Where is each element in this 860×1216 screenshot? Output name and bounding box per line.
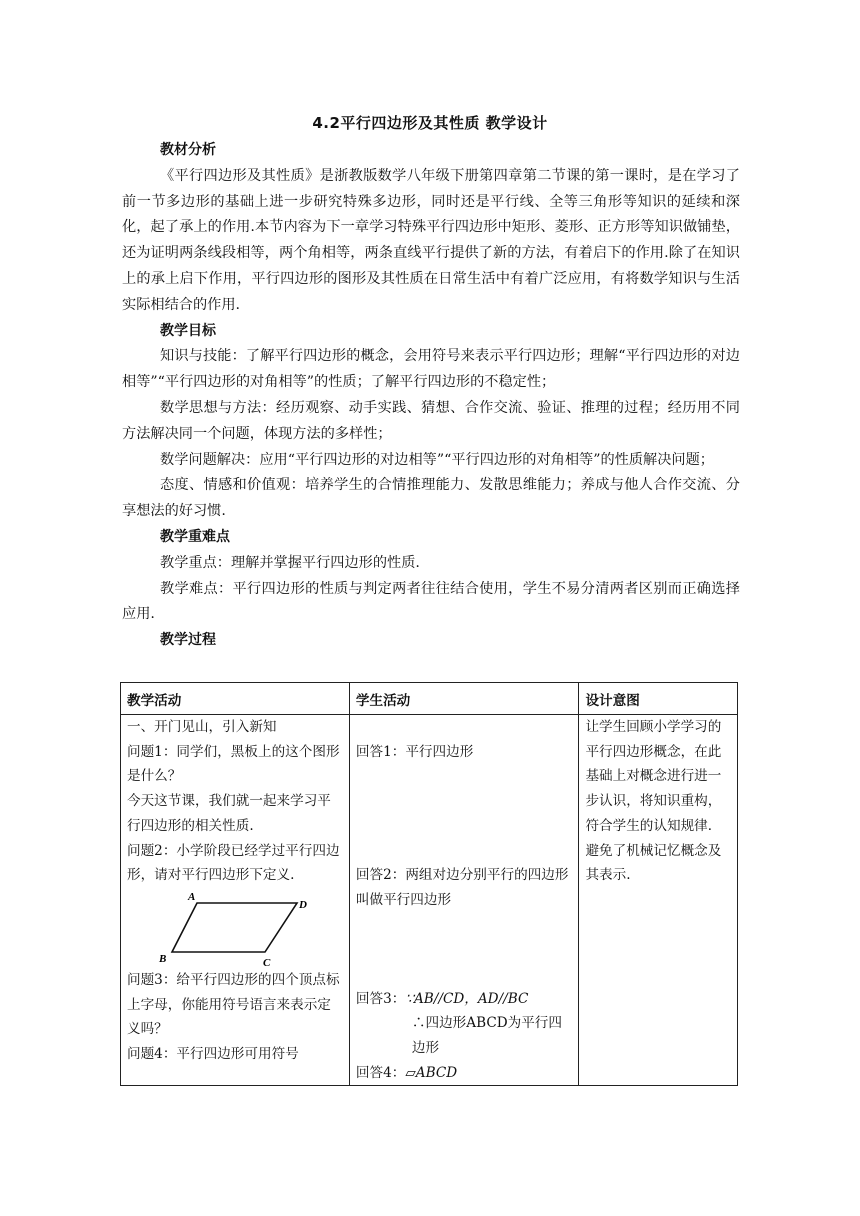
student-answer-3-prefix: 回答3： xyxy=(355,990,406,1007)
analysis-paragraph: 《平行四边形及其性质》是浙教版数学八年级下册第四章第二节课的第一课时，是在学习了前一节多边形的基础上进一步研究特殊多边形，同时还是平行线、全等三角形等知识的延续和深化，起了承上的作用.本节内容为下一章学习特殊平行四边形中矩形、菱形、正方形等知识做铺垫，还为证明两条线段相等，两个角相等，两条直线平行提供了新的方法，有着启下的作用.除了在知识上的承上启下作用，平行四边形的图形及其性质在日常生活中有着广泛应用，有将数学知识与生活实际相结合的作用. xyxy=(122,167,740,313)
student-answer-3 xyxy=(356,987,573,1012)
student-answer-1: 回答1：平行四边形 xyxy=(355,743,474,760)
student-answer-4-symbol: ▱ABCD xyxy=(405,1064,458,1081)
goal-problem-solving: 数学问题解决：应用“平行四边形的对边相等”“平行四边形的对角相等”的性质解决问题； xyxy=(160,451,714,468)
vertex-label-a: A xyxy=(188,890,196,903)
page-title: 4.2平行四边形及其性质 教学设计 xyxy=(312,114,548,132)
teacher-line-lesson: 今天这节课，我们就一起来学习平行四边形的相关性质. xyxy=(127,793,331,834)
section-heading-analysis: 教材分析 xyxy=(160,142,216,158)
student-answer-4 xyxy=(356,1061,573,1086)
section-heading-keypoints: 教学重难点 xyxy=(160,528,230,545)
parallelogram-figure xyxy=(159,890,317,969)
process-table xyxy=(120,682,738,1086)
student-answer-2: 回答2：两组对边分别平行的四边形叫做平行四边形 xyxy=(355,867,569,908)
goal-thinking: 数学思想与方法：经历观察、动手实践、猜想、合作交流、验证、推理的过程；经历用不同方法解决同一个问题，体现方法的多样性； xyxy=(122,399,740,442)
teacher-line-intro: 一、开门见山，引入新知 xyxy=(127,719,277,735)
vertex-label-b: B xyxy=(159,952,167,965)
student-answer-3-given: ∵AB//CD，AD//BC xyxy=(405,990,529,1007)
teacher-question-4: 问题4：平行四边形可用符号 xyxy=(127,1046,299,1063)
student-answer-4-prefix: 回答4： xyxy=(355,1064,406,1081)
teacher-activity-cell xyxy=(121,715,350,1086)
teacher-question-2: 问题2：小学阶段已经学过平行四边形，请对平行四边形下定义. xyxy=(127,842,340,884)
header-student-activity: 学生活动 xyxy=(349,683,579,715)
parallelogram-shape xyxy=(172,903,297,952)
difficulty-paragraph: 教学难点：平行四边形的性质与判定两者往往结合使用，学生不易分清两者区别而正确选择应用. xyxy=(122,580,740,623)
vertex-label-c: C xyxy=(263,956,271,969)
goal-attitude: 态度、情感和价值观：培养学生的合情推理能力、发散思维能力；养成与他人合作交流、分享想法的好习惯. xyxy=(122,477,740,520)
section-heading-process: 教学过程 xyxy=(160,632,216,649)
table-row xyxy=(121,715,738,1086)
teacher-question-1: 问题1：同学们，黑板上的这个图形是什么？ xyxy=(127,743,340,785)
document-body xyxy=(122,138,740,654)
vertex-label-d: D xyxy=(299,898,307,911)
student-answer-3-conclusion: ∴四边形ABCD为平行四边形 xyxy=(411,1015,562,1056)
student-activity-cell xyxy=(349,715,579,1086)
keypoint-paragraph: 教学重点：理解并掌握平行四边形的性质. xyxy=(160,554,420,571)
header-design-intent: 设计意图 xyxy=(579,683,738,715)
teacher-question-3: 问题3：给平行四边形的四个顶点标上字母，你能用符号语言来表示定义吗？ xyxy=(127,971,340,1038)
section-heading-goals: 教学目标 xyxy=(160,322,216,339)
table-header-row xyxy=(121,683,738,715)
design-intent-cell: 让学生回顾小学学习的平行四边形概念，在此基础上对概念进行进一步认识，将知识重构，符合学生的认知规律．避免了机械记忆概念及其表示. xyxy=(579,715,738,1086)
header-teacher-activity: 教学活动 xyxy=(121,683,350,715)
goal-knowledge: 知识与技能：了解平行四边形的概念，会用符号来表示平行四边形；理解“平行四边形的对边相等”“平行四边形的对角相等”的性质；了解平行四边形的不稳定性； xyxy=(122,348,740,391)
